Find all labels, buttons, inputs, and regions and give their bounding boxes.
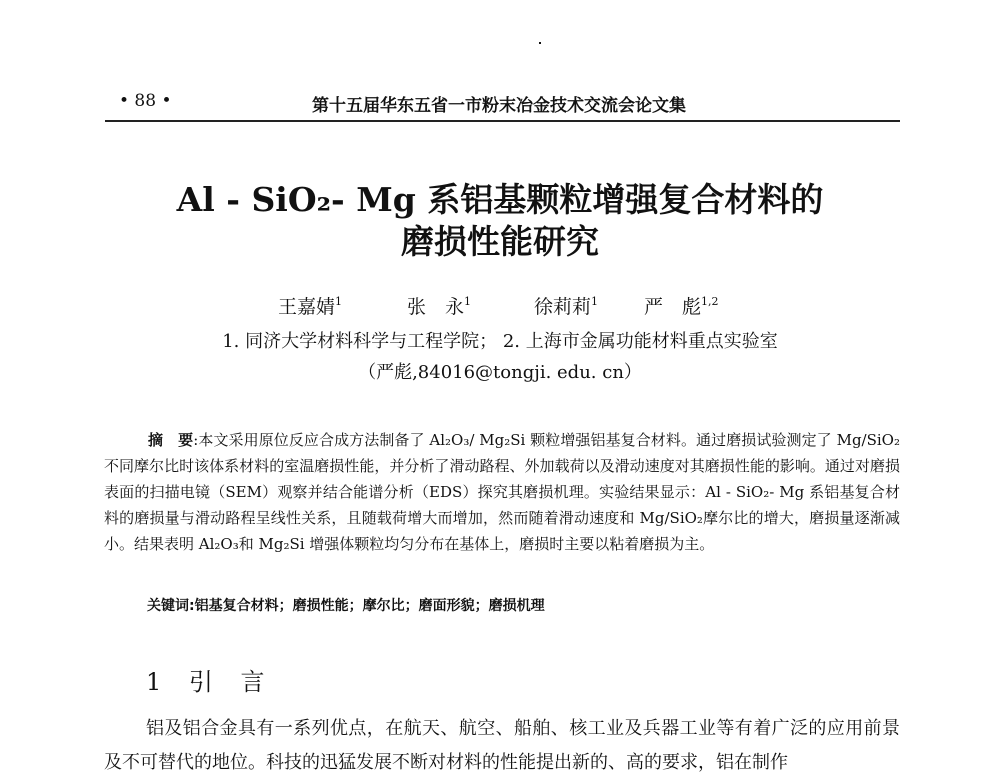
body-paragraph: 铝及铝合金具有一系列优点，在航天、航空、船舶、核工业及兵器工业等有着广泛的应用前景及不可替代的地位。科技的迅猛发展不断对材料的性能提出新的、高的要求，铝在制作 — [104, 718, 900, 773]
author — [644, 292, 719, 319]
contact-email: （严彪,84016@tongji. edu. cn） — [358, 362, 642, 383]
author-name: 严 彪 — [644, 296, 702, 318]
running-head: 第十五届华东五省一市粉末冶金技术交流会论文集 — [312, 96, 686, 116]
author-name: 王嘉婧 — [278, 296, 336, 318]
author — [534, 292, 598, 319]
author-affiliation-mark: 1 — [591, 295, 599, 308]
abstract-label: 摘 要 — [148, 431, 194, 449]
author-affiliation-mark: 1,2 — [701, 295, 719, 308]
author-list — [270, 292, 760, 320]
abstract — [104, 427, 900, 557]
paper-title-line2: 磨损性能研究 — [401, 222, 599, 261]
author — [278, 292, 342, 319]
page-number: • 88 • — [119, 91, 172, 111]
keywords: 关键词:铝基复合材料；磨损性能；摩尔比；磨面形貌；磨损机理 — [147, 598, 545, 614]
abstract-text: :本文采用原位反应合成方法制备了 Al₂O₃/ Mg₂Si 颗粒增强铝基复合材料。通过磨损试验测定了 Mg/SiO₂不同摩尔比时该体系材料的室温磨损性能，并分析了滑动路程、外加载荷以及滑动速度对其磨损性能的影响。通过对磨损表面的扫描电镜（SEM）观察并结合能谱分析（EDS）探究其磨损机理。实验结果显示：Al - SiO₂- Mg 系铝基复合材料的磨损量与滑动路程呈线性关系，且随载荷增大而增加，然而随着滑动速度和 Mg/SiO₂摩尔比的增大，磨损量逐渐减小。结果表明 Al₂O₃和 Mg₂Si 增强体颗粒均匀分布在基体上，磨损时主要以粘着磨损为主。 — [104, 431, 900, 553]
affiliation: 1. 同济大学材料科学与工程学院； 2. 上海市金属功能材料重点实验室 — [222, 331, 778, 352]
author — [407, 292, 471, 319]
author-affiliation-mark: 1 — [335, 295, 343, 308]
author-name: 徐莉莉 — [534, 296, 592, 318]
author-affiliation-mark: 1 — [464, 295, 472, 308]
scan-speck — [539, 42, 541, 44]
author-name: 张 永 — [407, 296, 465, 318]
page-header — [105, 88, 900, 122]
section-heading: 1 引 言 — [146, 668, 275, 696]
body-text — [104, 712, 900, 780]
paper-title-line1: Al - SiO₂- Mg 系铝基颗粒增强复合材料的 — [176, 180, 824, 219]
